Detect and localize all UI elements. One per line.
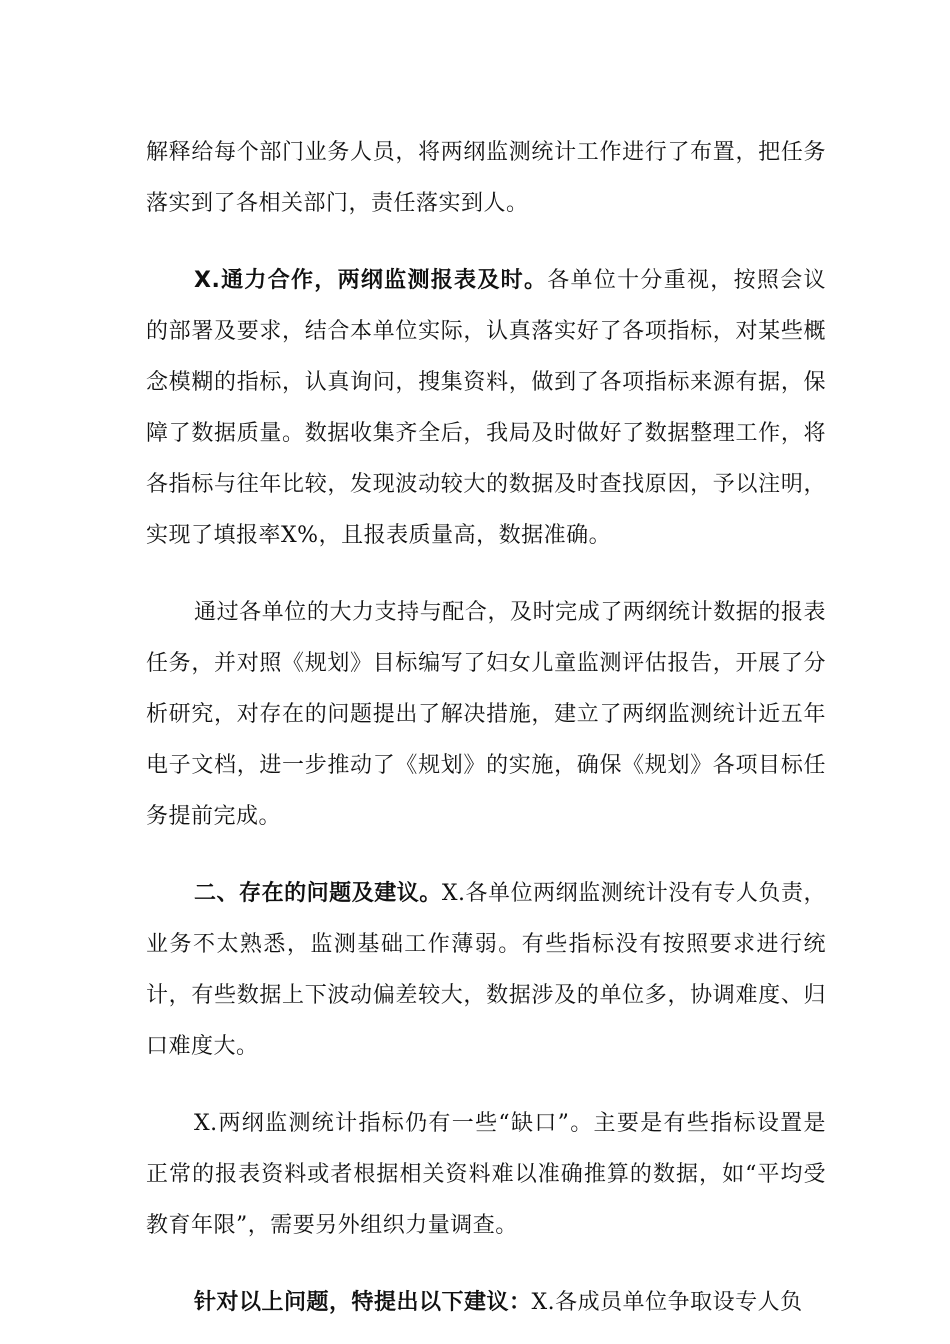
- paragraph-5-text: X.两纲监测统计指标仍有一些“缺口”。主要是有些指标设置是正常的报表资料或者根据相关资料难以准确推算的数据，如“平均受教育年限”，需要另外组织力量调查。: [146, 1111, 826, 1238]
- paragraph-3: [146, 587, 826, 842]
- paragraph-3-text: 通过各单位的大力支持与配合，及时完成了两纲统计数据的报表任务，并对照《规划》目标编写了妇女儿童监测评估报告，开展了分析研究，对存在的问题提出了解决措施，建立了两纲监测统计近五年电子文档，进一步推动了《规划》的实施，确保《规划》各项目标任务提前完成。: [146, 600, 826, 829]
- paragraph-6: [146, 1277, 826, 1328]
- paragraph-6-text: X.各成员单位争取设专人负: [531, 1290, 803, 1315]
- paragraph-2: [146, 255, 826, 561]
- paragraph-5: [146, 1098, 826, 1251]
- paragraph-4-heading: 二、存在的问题及建议。: [194, 881, 442, 906]
- paragraph-2-text: 各单位十分重视，按照会议的部署及要求，结合本单位实际，认真落实好了各项指标，对某些概念模糊的指标，认真询问，搜集资料，做到了各项指标来源有据，保障了数据质量。数据收集齐全后，我局及时做好了数据整理工作，将各指标与往年比较，发现波动较大的数据及时查找原因，予以注明，实现了填报率X%，且报表质量高，数据准确。: [146, 268, 826, 548]
- paragraph-6-heading: 针对以上问题，特提出以下建议：: [194, 1290, 532, 1315]
- paragraph-4: [146, 868, 826, 1072]
- paragraph-1: [146, 127, 826, 229]
- paragraph-1-text: 解释给每个部门业务人员，将两纲监测统计工作进行了布置，把任务落实到了各相关部门，责任落实到人。: [146, 140, 826, 216]
- document-body: [146, 127, 826, 1328]
- paragraph-4-text: X.各单位两纲监测统计没有专人负责，业务不太熟悉，监测基础工作薄弱。有些指标没有按照要求进行统计，有些数据上下波动偏差较大，数据涉及的单位多，协调难度、归口难度大。: [146, 881, 826, 1059]
- paragraph-2-heading: X.通力合作，两纲监测报表及时。: [194, 268, 548, 293]
